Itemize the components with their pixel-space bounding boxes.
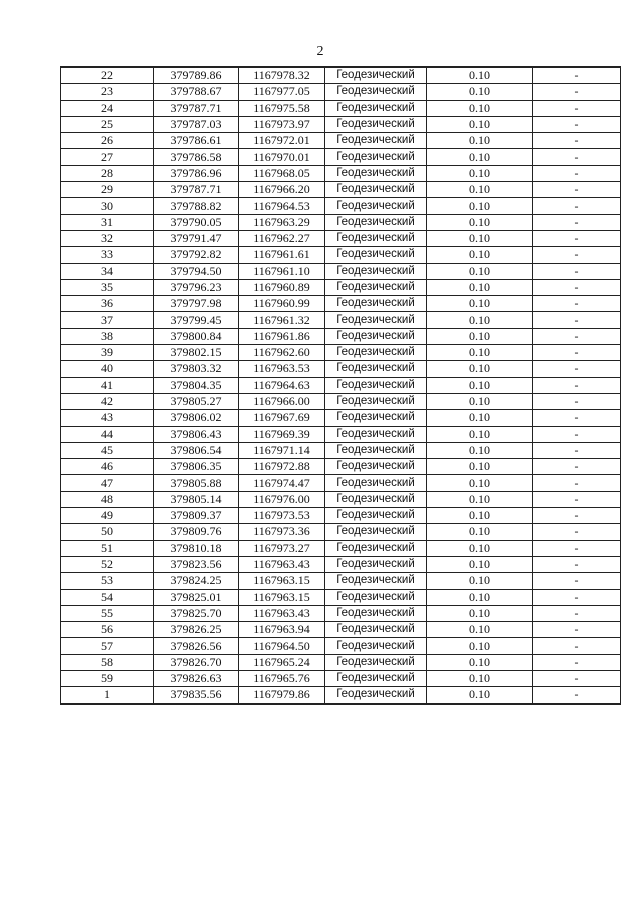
x-coordinate-cell: 379802.15 (154, 345, 239, 361)
point-number-cell: 48 (61, 491, 154, 507)
point-number-cell: 41 (61, 377, 154, 393)
table-row (61, 67, 621, 84)
x-coordinate-cell: 379806.35 (154, 459, 239, 475)
accuracy-cell: 0.10 (427, 524, 533, 540)
y-coordinate-cell: 1167966.00 (239, 393, 325, 409)
table-row (61, 133, 621, 149)
accuracy-cell: 0.10 (427, 133, 533, 149)
point-number-cell: 37 (61, 312, 154, 328)
accuracy-cell: 0.10 (427, 263, 533, 279)
note-cell: - (533, 622, 621, 638)
table-row (61, 654, 621, 670)
accuracy-cell: 0.10 (427, 540, 533, 556)
method-cell: Геодезический (325, 182, 427, 198)
y-coordinate-cell: 1167973.97 (239, 116, 325, 132)
note-cell: - (533, 214, 621, 230)
point-number-cell: 49 (61, 508, 154, 524)
table-row (61, 328, 621, 344)
accuracy-cell: 0.10 (427, 475, 533, 491)
note-cell: - (533, 589, 621, 605)
table-row (61, 214, 621, 230)
y-coordinate-cell: 1167962.60 (239, 345, 325, 361)
point-number-cell: 39 (61, 345, 154, 361)
x-coordinate-cell: 379787.71 (154, 182, 239, 198)
method-cell: Геодезический (325, 247, 427, 263)
method-cell: Геодезический (325, 345, 427, 361)
method-cell: Геодезический (325, 133, 427, 149)
method-cell: Геодезический (325, 622, 427, 638)
method-cell: Геодезический (325, 100, 427, 116)
y-coordinate-cell: 1167961.86 (239, 328, 325, 344)
method-cell: Геодезический (325, 556, 427, 572)
y-coordinate-cell: 1167966.20 (239, 182, 325, 198)
table-row (61, 410, 621, 426)
table-row (61, 426, 621, 442)
x-coordinate-cell: 379824.25 (154, 573, 239, 589)
point-number-cell: 51 (61, 540, 154, 556)
note-cell: - (533, 165, 621, 181)
point-number-cell: 52 (61, 556, 154, 572)
note-cell: - (533, 133, 621, 149)
accuracy-cell: 0.10 (427, 149, 533, 165)
y-coordinate-cell: 1167964.63 (239, 377, 325, 393)
method-cell: Геодезический (325, 573, 427, 589)
x-coordinate-cell: 379809.76 (154, 524, 239, 540)
note-cell: - (533, 100, 621, 116)
table-row (61, 459, 621, 475)
y-coordinate-cell: 1167978.32 (239, 67, 325, 84)
accuracy-cell: 0.10 (427, 361, 533, 377)
x-coordinate-cell: 379806.43 (154, 426, 239, 442)
x-coordinate-cell: 379786.58 (154, 149, 239, 165)
x-coordinate-cell: 379805.88 (154, 475, 239, 491)
table-row (61, 442, 621, 458)
accuracy-cell: 0.10 (427, 393, 533, 409)
point-number-cell: 59 (61, 670, 154, 686)
point-number-cell: 56 (61, 622, 154, 638)
method-cell: Геодезический (325, 214, 427, 230)
y-coordinate-cell: 1167971.14 (239, 442, 325, 458)
note-cell: - (533, 410, 621, 426)
x-coordinate-cell: 379825.01 (154, 589, 239, 605)
point-number-cell: 55 (61, 605, 154, 621)
point-number-cell: 40 (61, 361, 154, 377)
accuracy-cell: 0.10 (427, 670, 533, 686)
accuracy-cell: 0.10 (427, 573, 533, 589)
note-cell: - (533, 345, 621, 361)
method-cell: Геодезический (325, 654, 427, 670)
method-cell: Геодезический (325, 230, 427, 246)
y-coordinate-cell: 1167975.58 (239, 100, 325, 116)
point-number-cell: 26 (61, 133, 154, 149)
table-row (61, 116, 621, 132)
x-coordinate-cell: 379794.50 (154, 263, 239, 279)
accuracy-cell: 0.10 (427, 165, 533, 181)
point-number-cell: 30 (61, 198, 154, 214)
table-row (61, 377, 621, 393)
point-number-cell: 23 (61, 84, 154, 100)
accuracy-cell: 0.10 (427, 638, 533, 654)
y-coordinate-cell: 1167963.15 (239, 573, 325, 589)
x-coordinate-cell: 379787.71 (154, 100, 239, 116)
method-cell: Геодезический (325, 410, 427, 426)
point-number-cell: 1 (61, 687, 154, 704)
table-row (61, 638, 621, 654)
note-cell: - (533, 312, 621, 328)
x-coordinate-cell: 379825.70 (154, 605, 239, 621)
x-coordinate-cell: 379823.56 (154, 556, 239, 572)
table-row (61, 475, 621, 491)
method-cell: Геодезический (325, 605, 427, 621)
method-cell: Геодезический (325, 442, 427, 458)
note-cell: - (533, 442, 621, 458)
note-cell: - (533, 475, 621, 491)
point-number-cell: 44 (61, 426, 154, 442)
point-number-cell: 53 (61, 573, 154, 589)
y-coordinate-cell: 1167963.29 (239, 214, 325, 230)
table-row (61, 361, 621, 377)
method-cell: Геодезический (325, 279, 427, 295)
coordinates-table (60, 66, 621, 705)
point-number-cell: 42 (61, 393, 154, 409)
method-cell: Геодезический (325, 198, 427, 214)
note-cell: - (533, 230, 621, 246)
y-coordinate-cell: 1167964.50 (239, 638, 325, 654)
y-coordinate-cell: 1167963.15 (239, 589, 325, 605)
accuracy-cell: 0.10 (427, 116, 533, 132)
method-cell: Геодезический (325, 149, 427, 165)
accuracy-cell: 0.10 (427, 410, 533, 426)
accuracy-cell: 0.10 (427, 654, 533, 670)
accuracy-cell: 0.10 (427, 442, 533, 458)
method-cell: Геодезический (325, 263, 427, 279)
x-coordinate-cell: 379792.82 (154, 247, 239, 263)
note-cell: - (533, 426, 621, 442)
table-row (61, 622, 621, 638)
method-cell: Геодезический (325, 508, 427, 524)
note-cell: - (533, 687, 621, 704)
y-coordinate-cell: 1167961.32 (239, 312, 325, 328)
y-coordinate-cell: 1167972.88 (239, 459, 325, 475)
accuracy-cell: 0.10 (427, 312, 533, 328)
table-row (61, 605, 621, 621)
x-coordinate-cell: 379788.67 (154, 84, 239, 100)
x-coordinate-cell: 379826.63 (154, 670, 239, 686)
y-coordinate-cell: 1167977.05 (239, 84, 325, 100)
note-cell: - (533, 247, 621, 263)
point-number-cell: 25 (61, 116, 154, 132)
note-cell: - (533, 198, 621, 214)
accuracy-cell: 0.10 (427, 100, 533, 116)
method-cell: Геодезический (325, 491, 427, 507)
accuracy-cell: 0.10 (427, 247, 533, 263)
table-row (61, 687, 621, 704)
y-coordinate-cell: 1167976.00 (239, 491, 325, 507)
y-coordinate-cell: 1167972.01 (239, 133, 325, 149)
note-cell: - (533, 116, 621, 132)
note-cell: - (533, 605, 621, 621)
note-cell: - (533, 670, 621, 686)
table-row (61, 279, 621, 295)
point-number-cell: 31 (61, 214, 154, 230)
x-coordinate-cell: 379786.61 (154, 133, 239, 149)
table-row (61, 345, 621, 361)
x-coordinate-cell: 379787.03 (154, 116, 239, 132)
x-coordinate-cell: 379800.84 (154, 328, 239, 344)
y-coordinate-cell: 1167967.69 (239, 410, 325, 426)
point-number-cell: 43 (61, 410, 154, 426)
table-row (61, 393, 621, 409)
method-cell: Геодезический (325, 312, 427, 328)
table-row (61, 670, 621, 686)
accuracy-cell: 0.10 (427, 345, 533, 361)
y-coordinate-cell: 1167963.43 (239, 605, 325, 621)
method-cell: Геодезический (325, 524, 427, 540)
x-coordinate-cell: 379804.35 (154, 377, 239, 393)
point-number-cell: 32 (61, 230, 154, 246)
y-coordinate-cell: 1167974.47 (239, 475, 325, 491)
x-coordinate-cell: 379806.02 (154, 410, 239, 426)
method-cell: Геодезический (325, 67, 427, 84)
table-row (61, 247, 621, 263)
method-cell: Геодезический (325, 589, 427, 605)
note-cell: - (533, 393, 621, 409)
x-coordinate-cell: 379805.27 (154, 393, 239, 409)
table-row (61, 491, 621, 507)
x-coordinate-cell: 379799.45 (154, 312, 239, 328)
point-number-cell: 57 (61, 638, 154, 654)
y-coordinate-cell: 1167969.39 (239, 426, 325, 442)
accuracy-cell: 0.10 (427, 296, 533, 312)
accuracy-cell: 0.10 (427, 622, 533, 638)
y-coordinate-cell: 1167964.53 (239, 198, 325, 214)
method-cell: Геодезический (325, 670, 427, 686)
accuracy-cell: 0.10 (427, 605, 533, 621)
table-row (61, 165, 621, 181)
y-coordinate-cell: 1167963.53 (239, 361, 325, 377)
point-number-cell: 34 (61, 263, 154, 279)
table-row (61, 149, 621, 165)
x-coordinate-cell: 379810.18 (154, 540, 239, 556)
y-coordinate-cell: 1167979.86 (239, 687, 325, 704)
accuracy-cell: 0.10 (427, 459, 533, 475)
point-number-cell: 58 (61, 654, 154, 670)
y-coordinate-cell: 1167961.10 (239, 263, 325, 279)
method-cell: Геодезический (325, 475, 427, 491)
x-coordinate-cell: 379806.54 (154, 442, 239, 458)
point-number-cell: 45 (61, 442, 154, 458)
point-number-cell: 47 (61, 475, 154, 491)
method-cell: Геодезический (325, 84, 427, 100)
y-coordinate-cell: 1167973.53 (239, 508, 325, 524)
note-cell: - (533, 573, 621, 589)
note-cell: - (533, 654, 621, 670)
method-cell: Геодезический (325, 393, 427, 409)
method-cell: Геодезический (325, 540, 427, 556)
x-coordinate-cell: 379790.05 (154, 214, 239, 230)
x-coordinate-cell: 379826.70 (154, 654, 239, 670)
x-coordinate-cell: 379786.96 (154, 165, 239, 181)
x-coordinate-cell: 379835.56 (154, 687, 239, 704)
accuracy-cell: 0.10 (427, 67, 533, 84)
note-cell: - (533, 263, 621, 279)
point-number-cell: 29 (61, 182, 154, 198)
table-row (61, 556, 621, 572)
point-number-cell: 27 (61, 149, 154, 165)
table-row (61, 589, 621, 605)
note-cell: - (533, 459, 621, 475)
x-coordinate-cell: 379788.82 (154, 198, 239, 214)
x-coordinate-cell: 379803.32 (154, 361, 239, 377)
y-coordinate-cell: 1167960.99 (239, 296, 325, 312)
accuracy-cell: 0.10 (427, 687, 533, 704)
note-cell: - (533, 328, 621, 344)
page-number: 2 (316, 44, 324, 59)
y-coordinate-cell: 1167973.36 (239, 524, 325, 540)
table-row (61, 573, 621, 589)
table-row (61, 198, 621, 214)
y-coordinate-cell: 1167963.43 (239, 556, 325, 572)
accuracy-cell: 0.10 (427, 426, 533, 442)
point-number-cell: 33 (61, 247, 154, 263)
note-cell: - (533, 279, 621, 295)
table-row (61, 508, 621, 524)
y-coordinate-cell: 1167960.89 (239, 279, 325, 295)
method-cell: Геодезический (325, 361, 427, 377)
point-number-cell: 50 (61, 524, 154, 540)
method-cell: Геодезический (325, 638, 427, 654)
accuracy-cell: 0.10 (427, 508, 533, 524)
x-coordinate-cell: 379805.14 (154, 491, 239, 507)
note-cell: - (533, 638, 621, 654)
accuracy-cell: 0.10 (427, 279, 533, 295)
accuracy-cell: 0.10 (427, 198, 533, 214)
y-coordinate-cell: 1167962.27 (239, 230, 325, 246)
point-number-cell: 22 (61, 67, 154, 84)
note-cell: - (533, 182, 621, 198)
accuracy-cell: 0.10 (427, 589, 533, 605)
x-coordinate-cell: 379791.47 (154, 230, 239, 246)
point-number-cell: 35 (61, 279, 154, 295)
method-cell: Геодезический (325, 165, 427, 181)
table-row (61, 540, 621, 556)
y-coordinate-cell: 1167968.05 (239, 165, 325, 181)
accuracy-cell: 0.10 (427, 556, 533, 572)
accuracy-cell: 0.10 (427, 182, 533, 198)
y-coordinate-cell: 1167970.01 (239, 149, 325, 165)
table-row (61, 182, 621, 198)
point-number-cell: 46 (61, 459, 154, 475)
x-coordinate-cell: 379797.98 (154, 296, 239, 312)
point-number-cell: 28 (61, 165, 154, 181)
method-cell: Геодезический (325, 687, 427, 704)
y-coordinate-cell: 1167963.94 (239, 622, 325, 638)
coordinates-table-body (61, 67, 621, 704)
y-coordinate-cell: 1167965.76 (239, 670, 325, 686)
x-coordinate-cell: 379809.37 (154, 508, 239, 524)
note-cell: - (533, 540, 621, 556)
point-number-cell: 54 (61, 589, 154, 605)
method-cell: Геодезический (325, 459, 427, 475)
note-cell: - (533, 67, 621, 84)
note-cell: - (533, 491, 621, 507)
table-row (61, 263, 621, 279)
x-coordinate-cell: 379796.23 (154, 279, 239, 295)
table-row (61, 230, 621, 246)
note-cell: - (533, 377, 621, 393)
method-cell: Геодезический (325, 377, 427, 393)
table-row (61, 296, 621, 312)
y-coordinate-cell: 1167965.24 (239, 654, 325, 670)
accuracy-cell: 0.10 (427, 214, 533, 230)
x-coordinate-cell: 379789.86 (154, 67, 239, 84)
method-cell: Геодезический (325, 296, 427, 312)
accuracy-cell: 0.10 (427, 84, 533, 100)
note-cell: - (533, 508, 621, 524)
accuracy-cell: 0.10 (427, 377, 533, 393)
point-number-cell: 36 (61, 296, 154, 312)
accuracy-cell: 0.10 (427, 230, 533, 246)
note-cell: - (533, 296, 621, 312)
method-cell: Геодезический (325, 328, 427, 344)
note-cell: - (533, 556, 621, 572)
table-row (61, 84, 621, 100)
note-cell: - (533, 84, 621, 100)
note-cell: - (533, 149, 621, 165)
x-coordinate-cell: 379826.25 (154, 622, 239, 638)
method-cell: Геодезический (325, 426, 427, 442)
method-cell: Геодезический (325, 116, 427, 132)
accuracy-cell: 0.10 (427, 328, 533, 344)
table-row (61, 524, 621, 540)
accuracy-cell: 0.10 (427, 491, 533, 507)
y-coordinate-cell: 1167961.61 (239, 247, 325, 263)
point-number-cell: 38 (61, 328, 154, 344)
x-coordinate-cell: 379826.56 (154, 638, 239, 654)
point-number-cell: 24 (61, 100, 154, 116)
note-cell: - (533, 524, 621, 540)
note-cell: - (533, 361, 621, 377)
table-row (61, 100, 621, 116)
table-row (61, 312, 621, 328)
y-coordinate-cell: 1167973.27 (239, 540, 325, 556)
